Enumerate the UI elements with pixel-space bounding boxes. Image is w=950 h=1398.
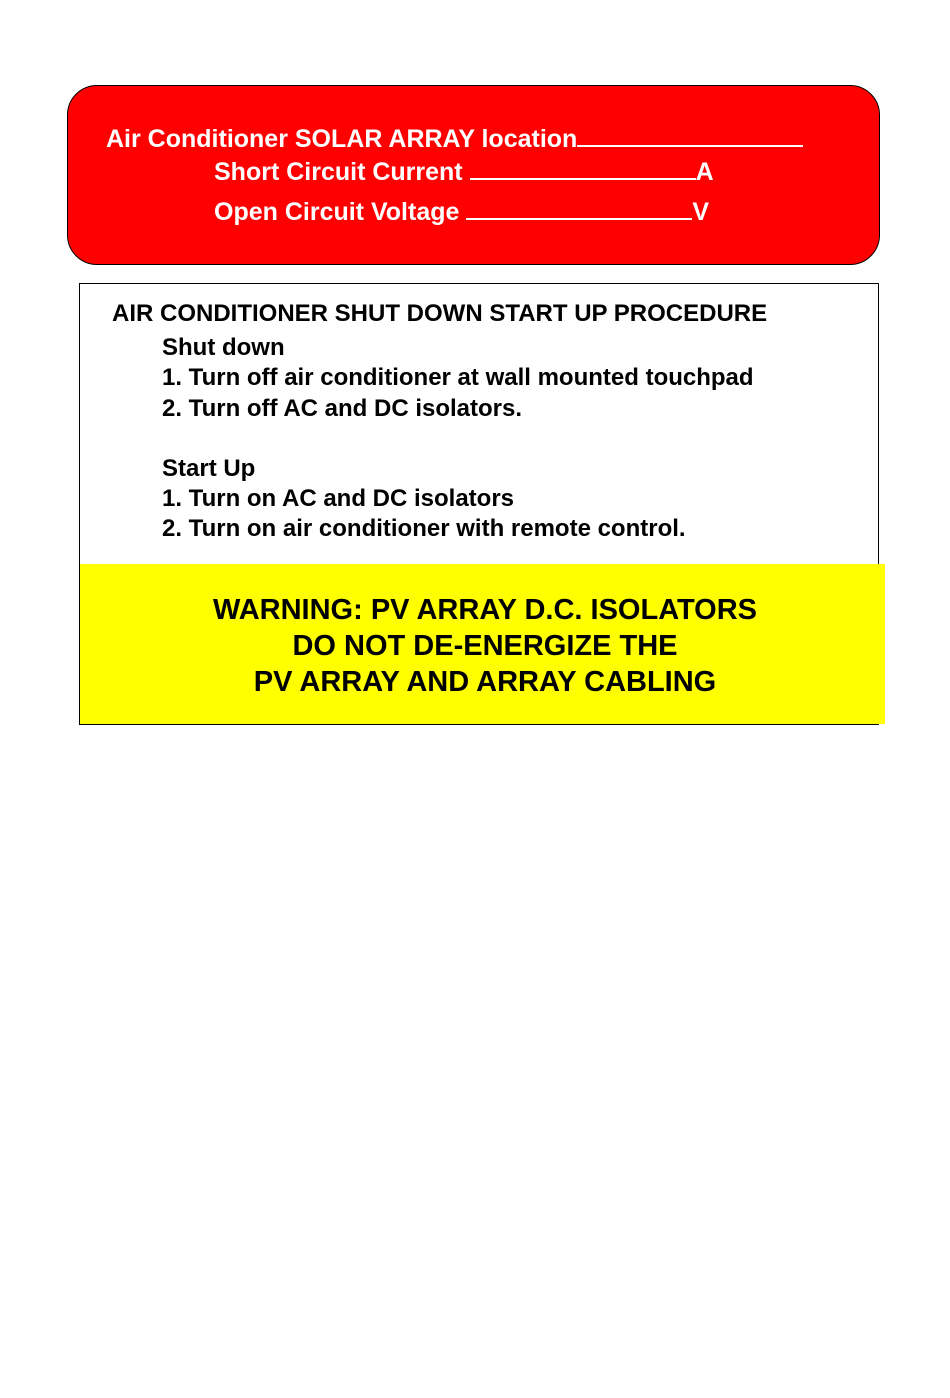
short-circuit-current-blank [470, 156, 696, 180]
warning-line: DO NOT DE-ENERGIZE THE [292, 630, 678, 662]
startup-step: 2. Turn on air conditioner with remote control. [162, 515, 686, 542]
shutdown-heading: Shut down [162, 334, 285, 361]
array-location-blank [577, 123, 803, 147]
warning-banner [80, 564, 885, 724]
startup-step: 1. Turn on AC and DC isolators [162, 485, 515, 512]
short-circuit-current-line [214, 156, 714, 187]
short-circuit-current-unit: A [695, 158, 714, 186]
warning-line: PV ARRAY AND ARRAY CABLING [253, 666, 717, 698]
open-circuit-voltage-unit: V [692, 198, 710, 226]
array-location-line [106, 123, 803, 154]
short-circuit-current-text: Short Circuit Current [214, 158, 463, 186]
startup-heading: Start Up [162, 455, 256, 482]
warning-line: WARNING: PV ARRAY D.C. ISOLATORS [212, 594, 758, 626]
array-location-text: Air Conditioner SOLAR ARRAY location [106, 125, 578, 153]
shutdown-step: 1. Turn off air conditioner at wall mounted touchpad [162, 364, 754, 391]
open-circuit-voltage-text: Open Circuit Voltage [214, 198, 460, 226]
shutdown-step: 2. Turn off AC and DC isolators. [162, 395, 523, 422]
open-circuit-voltage-blank [466, 196, 692, 220]
solar-array-label [67, 85, 880, 265]
procedure-title: AIR CONDITIONER SHUT DOWN START UP PROCEDURE [112, 300, 768, 327]
open-circuit-voltage-line [214, 196, 709, 227]
